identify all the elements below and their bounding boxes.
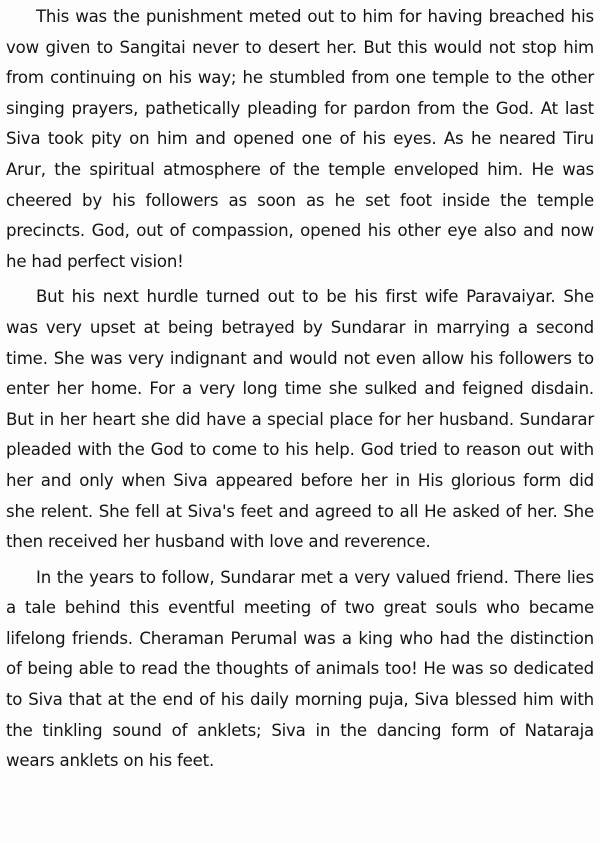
paragraph-paravaiyar: But his next hurdle turned out to be his first wife Paravaiyar. She was very upset at being betrayed by Sundarar in marrying a second time. She was very indignant and would not even allow his followers to enter her home. For a very long time she sulked and feigned disdain. But in her heart she did have a special place for her husband. Sundarar pleaded with the God to come to his help. God tried to reason out with her and only when Siva appeared before her in His glorious form did she relent. She fell at Siva's feet and agreed to all He asked of her. She then received her husband with love and reverence. [6,287,594,552]
paragraph-punishment: This was the punishment meted out to him for having breached his vow given to Sangitai never to desert her. But this would not stop him from continuing on his way; he stumbled from one temple to the other singing prayers, pathetically pleading for pardon from the God. At last Siva took pity on him and opened one of his eyes. As he neared Tiru Arur, the spiritual atmosphere of the temple enveloped him. He was cheered by his followers as soon as he set foot inside the temple precincts. God, out of compassion, opened his other eye also and now he had perfect vision! [6,7,594,271]
body-text [6,2,594,777]
paragraph-cheraman: In the years to follow, Sundarar met a very valued friend. There lies a tale behind this eventful meeting of two great souls who became lifelong friends. Cheraman Perumal was a king who had the distinction of being able to read the thoughts of animals too! He was so dedicated to Siva that at the end of his daily morning puja, Siva blessed him with the tinkling sound of anklets; Siva in the dancing form of Nataraja wears anklets on his feet. [6,567,594,771]
